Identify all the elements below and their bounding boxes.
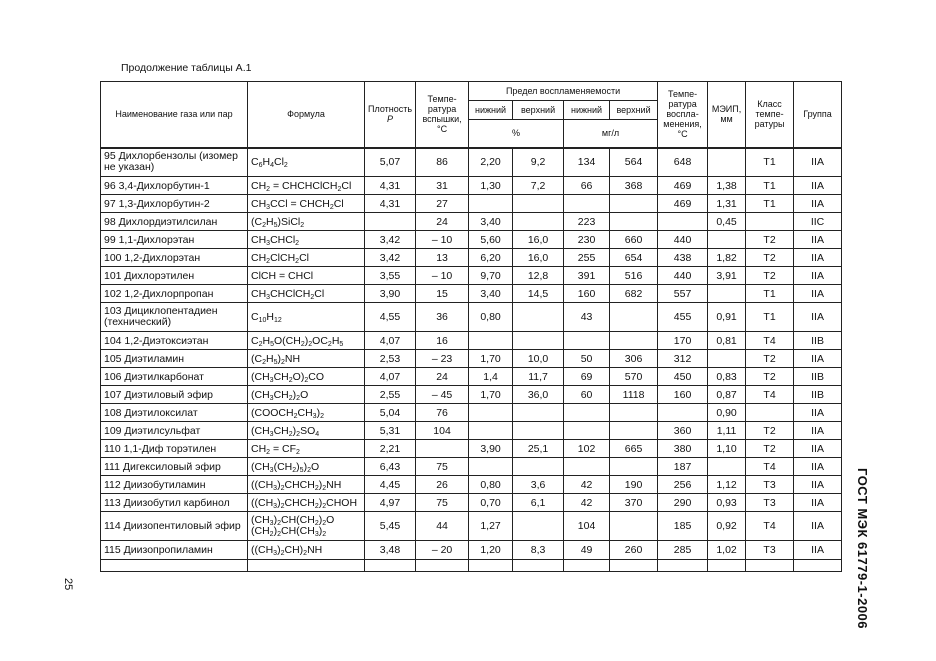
cell-density: 4,97 bbox=[365, 494, 416, 512]
cell-lpct bbox=[469, 422, 513, 440]
cell-umg: 368 bbox=[610, 177, 658, 195]
cell-lpct bbox=[469, 332, 513, 350]
cell-group: IIA bbox=[794, 249, 842, 267]
cell-umg: 370 bbox=[610, 494, 658, 512]
cell-upct: 25,1 bbox=[513, 440, 564, 458]
cell-mesg: 0,83 bbox=[708, 368, 746, 386]
cell-tclass bbox=[746, 213, 794, 231]
cell-flash: 104 bbox=[416, 422, 469, 440]
cell-group: IIA bbox=[794, 350, 842, 368]
table-row bbox=[101, 249, 842, 267]
header-lower-mg: нижний bbox=[564, 101, 610, 120]
cell-upct: 36,0 bbox=[513, 386, 564, 404]
cell-lmg: 66 bbox=[564, 177, 610, 195]
cell-flash: – 10 bbox=[416, 267, 469, 285]
cell-umg: 516 bbox=[610, 267, 658, 285]
cell-tclass: T2 bbox=[746, 368, 794, 386]
cell-formula: $((CH_3)_2CH)_2NH$ bbox=[248, 541, 365, 560]
cell-formula: $(C_2H_5)SiCl_2$ bbox=[248, 213, 365, 231]
cell-density: 3,48 bbox=[365, 541, 416, 560]
cell-ign: 290 bbox=[658, 494, 708, 512]
cell-flash: 75 bbox=[416, 494, 469, 512]
table-row bbox=[101, 213, 842, 231]
cell-umg: 682 bbox=[610, 285, 658, 303]
cell-group: IIB bbox=[794, 332, 842, 350]
cell-mesg: 1,82 bbox=[708, 249, 746, 267]
cell-density bbox=[365, 213, 416, 231]
cell-upct: 16,0 bbox=[513, 231, 564, 249]
cell-upct: 12,8 bbox=[513, 267, 564, 285]
cell-flash: 27 bbox=[416, 195, 469, 213]
cell-upct: 9,2 bbox=[513, 148, 564, 177]
cell-group: IIA bbox=[794, 303, 842, 332]
cell-tclass: T2 bbox=[746, 267, 794, 285]
cell-umg: 564 bbox=[610, 148, 658, 177]
cell-lmg: 60 bbox=[564, 386, 610, 404]
table-row bbox=[101, 368, 842, 386]
cell-tclass: T2 bbox=[746, 422, 794, 440]
cell-flash: 44 bbox=[416, 512, 469, 541]
cell-upct bbox=[513, 195, 564, 213]
cell-mesg: 0,91 bbox=[708, 303, 746, 332]
cell-lpct bbox=[469, 404, 513, 422]
cell-umg bbox=[610, 458, 658, 476]
cell-tclass: T2 bbox=[746, 440, 794, 458]
cell-lmg: 230 bbox=[564, 231, 610, 249]
cell-mesg: 0,93 bbox=[708, 494, 746, 512]
cell-group: IIC bbox=[794, 213, 842, 231]
cell-flash: 15 bbox=[416, 285, 469, 303]
cell-density: 4,31 bbox=[365, 177, 416, 195]
cell-density: 5,04 bbox=[365, 404, 416, 422]
cell-lpct: 3,40 bbox=[469, 213, 513, 231]
cell-density: 3,42 bbox=[365, 231, 416, 249]
cell-lmg: 49 bbox=[564, 541, 610, 560]
cell-formula: $CH_2ClCH_2Cl$ bbox=[248, 249, 365, 267]
cell-tclass: T3 bbox=[746, 541, 794, 560]
cell-name: 109 Диэтилсульфат bbox=[101, 422, 248, 440]
cell-formula: $(C_2H_5)_2NH$ bbox=[248, 350, 365, 368]
cell-group: IIA bbox=[794, 231, 842, 249]
cell-group: IIA bbox=[794, 285, 842, 303]
cell-formula: $(CH_3CH_2)_2SO_4$ bbox=[248, 422, 365, 440]
cell-umg bbox=[610, 332, 658, 350]
cell-formula: $C_2H_5O(CH_2)_2OC_2H_5$ bbox=[248, 332, 365, 350]
header-lower-pct: нижний bbox=[469, 101, 513, 120]
cell-mesg bbox=[708, 231, 746, 249]
cell-umg: 306 bbox=[610, 350, 658, 368]
cell-density: 3,42 bbox=[365, 249, 416, 267]
cell-flash: – 23 bbox=[416, 350, 469, 368]
cell-mesg: 1,11 bbox=[708, 422, 746, 440]
cell-umg: 665 bbox=[610, 440, 658, 458]
cell-tclass: T3 bbox=[746, 494, 794, 512]
cell-ign: 455 bbox=[658, 303, 708, 332]
cell-upct: 10,0 bbox=[513, 350, 564, 368]
cell-density: 4,55 bbox=[365, 303, 416, 332]
cell-density: 6,43 bbox=[365, 458, 416, 476]
cell-group: IIA bbox=[794, 494, 842, 512]
cell-formula: $((CH_3)_2CHCH_2)_2NH$ bbox=[248, 476, 365, 494]
cell-lpct bbox=[469, 458, 513, 476]
cell-name: 97 1,3-Дихлорбутин-2 bbox=[101, 195, 248, 213]
table-row bbox=[101, 267, 842, 285]
cell-upct bbox=[513, 512, 564, 541]
cell-ign: 256 bbox=[658, 476, 708, 494]
cell-lpct: 3,40 bbox=[469, 285, 513, 303]
cell-density: 2,21 bbox=[365, 440, 416, 458]
cell-ign: 160 bbox=[658, 386, 708, 404]
cell-flash: – 45 bbox=[416, 386, 469, 404]
cell-umg bbox=[610, 195, 658, 213]
cell-density: 4,31 bbox=[365, 195, 416, 213]
cell-name: 102 1,2-Дихлорпропан bbox=[101, 285, 248, 303]
cell-mesg bbox=[708, 285, 746, 303]
cell-mesg: 0,45 bbox=[708, 213, 746, 231]
header-formula: Формула bbox=[248, 82, 365, 148]
cell-lmg bbox=[564, 332, 610, 350]
cell-upct bbox=[513, 303, 564, 332]
header-temp-class: Класс темпе-ратуры bbox=[746, 82, 794, 148]
cell-tclass: T2 bbox=[746, 350, 794, 368]
cell-lpct: 3,90 bbox=[469, 440, 513, 458]
cell-upct bbox=[513, 422, 564, 440]
cell-umg bbox=[610, 213, 658, 231]
cell-formula: $(CH_3)_2CH(CH_2)_2O$ $(CH_2)_2CH(CH_3)_2$ bbox=[248, 512, 365, 541]
cell-lmg: 255 bbox=[564, 249, 610, 267]
cell-formula: $(COOCH_2CH_3)_2$ bbox=[248, 404, 365, 422]
cell-umg bbox=[610, 422, 658, 440]
cell-lmg bbox=[564, 422, 610, 440]
cell-umg: 190 bbox=[610, 476, 658, 494]
cell-mesg: 0,87 bbox=[708, 386, 746, 404]
cell-lpct: 6,20 bbox=[469, 249, 513, 267]
table-row bbox=[101, 231, 842, 249]
cell-name: 101 Дихлорэтилен bbox=[101, 267, 248, 285]
table-row bbox=[101, 422, 842, 440]
cell-lpct: 0,70 bbox=[469, 494, 513, 512]
cell-upct: 14,5 bbox=[513, 285, 564, 303]
cell-lpct: 1,70 bbox=[469, 350, 513, 368]
cell-upct: 6,1 bbox=[513, 494, 564, 512]
cell-density: 5,31 bbox=[365, 422, 416, 440]
cell-name: 95 Дихлорбензолы (изомер не указан) bbox=[101, 148, 248, 177]
cell-lmg: 104 bbox=[564, 512, 610, 541]
cell-lmg bbox=[564, 458, 610, 476]
cell-formula: $C_6H_4Cl_2$ bbox=[248, 148, 365, 177]
cell-ign: 360 bbox=[658, 422, 708, 440]
cell-ign: 170 bbox=[658, 332, 708, 350]
cell-upct: 16,0 bbox=[513, 249, 564, 267]
cell-lmg: 160 bbox=[564, 285, 610, 303]
cell-formula: $(CH_3CH_2)_2O$ bbox=[248, 386, 365, 404]
cell-flash: 76 bbox=[416, 404, 469, 422]
cell-flash: 36 bbox=[416, 303, 469, 332]
cell-lpct: 1,30 bbox=[469, 177, 513, 195]
cell-name: 104 1,2-Диэтоксиэтан bbox=[101, 332, 248, 350]
cell-lpct bbox=[469, 195, 513, 213]
cell-lpct: 5,60 bbox=[469, 231, 513, 249]
cell-mesg: 1,12 bbox=[708, 476, 746, 494]
cell-upct bbox=[513, 332, 564, 350]
cell-tclass: T2 bbox=[746, 231, 794, 249]
cell-ign: 440 bbox=[658, 267, 708, 285]
cell-density: 2,55 bbox=[365, 386, 416, 404]
cell-lmg: 42 bbox=[564, 494, 610, 512]
header-flash-temp: Темпе-ратура вспышки, °С bbox=[416, 82, 469, 148]
cell-mesg: 1,31 bbox=[708, 195, 746, 213]
cell-mesg: 0,92 bbox=[708, 512, 746, 541]
cell-tclass: T4 bbox=[746, 386, 794, 404]
cell-tclass: T1 bbox=[746, 303, 794, 332]
cell-density: 3,90 bbox=[365, 285, 416, 303]
header-mgl: мг/л bbox=[564, 120, 658, 148]
cell-formula: $((CH_3)_2CHCH_2)_2CHOH$ bbox=[248, 494, 365, 512]
cell-tclass: T1 bbox=[746, 148, 794, 177]
cell-group: IIB bbox=[794, 368, 842, 386]
cell-density: 3,55 bbox=[365, 267, 416, 285]
cell-mesg bbox=[708, 148, 746, 177]
cell-group: IIB bbox=[794, 386, 842, 404]
cell-umg: 654 bbox=[610, 249, 658, 267]
page-number: 25 bbox=[62, 578, 74, 591]
cell-lmg: 391 bbox=[564, 267, 610, 285]
cell-umg: 1118 bbox=[610, 386, 658, 404]
cell-formula: $(CH_3CH_2O)_2CO$ bbox=[248, 368, 365, 386]
cell-tclass: T4 bbox=[746, 512, 794, 541]
table-row bbox=[101, 476, 842, 494]
cell-name: 112 Диизобутиламин bbox=[101, 476, 248, 494]
cell-group: IIA bbox=[794, 458, 842, 476]
cell-name: 114 Диизопентиловый эфир bbox=[101, 512, 248, 541]
table-row bbox=[101, 177, 842, 195]
cell-density: 2,53 bbox=[365, 350, 416, 368]
cell-group: IIA bbox=[794, 267, 842, 285]
cell-umg: 660 bbox=[610, 231, 658, 249]
empty-trailing-row bbox=[101, 560, 842, 572]
table-row bbox=[101, 458, 842, 476]
table-row bbox=[101, 541, 842, 560]
cell-tclass: T3 bbox=[746, 476, 794, 494]
cell-tclass: T4 bbox=[746, 332, 794, 350]
cell-upct bbox=[513, 458, 564, 476]
cell-lmg bbox=[564, 195, 610, 213]
cell-umg: 570 bbox=[610, 368, 658, 386]
cell-umg bbox=[610, 512, 658, 541]
cell-flash: 24 bbox=[416, 213, 469, 231]
cell-group: IIA bbox=[794, 512, 842, 541]
header-name: Наименование газа или пар bbox=[101, 82, 248, 148]
table-row bbox=[101, 303, 842, 332]
cell-umg bbox=[610, 404, 658, 422]
cell-name: 105 Диэтиламин bbox=[101, 350, 248, 368]
cell-mesg bbox=[708, 350, 746, 368]
cell-lpct: 1,70 bbox=[469, 386, 513, 404]
cell-ign bbox=[658, 213, 708, 231]
cell-flash: 31 bbox=[416, 177, 469, 195]
cell-upct: 3,6 bbox=[513, 476, 564, 494]
cell-lmg: 102 bbox=[564, 440, 610, 458]
cell-lpct: 1,4 bbox=[469, 368, 513, 386]
cell-umg bbox=[610, 303, 658, 332]
cell-ign: 648 bbox=[658, 148, 708, 177]
cell-mesg: 1,38 bbox=[708, 177, 746, 195]
cell-name: 106 Диэтилкарбонат bbox=[101, 368, 248, 386]
header-upper-pct: верхний bbox=[513, 101, 564, 120]
cell-group: IIA bbox=[794, 404, 842, 422]
cell-ign: 469 bbox=[658, 177, 708, 195]
cell-group: IIA bbox=[794, 476, 842, 494]
cell-name: 113 Диизобутил карбинол bbox=[101, 494, 248, 512]
cell-ign: 187 bbox=[658, 458, 708, 476]
table-row bbox=[101, 494, 842, 512]
cell-group: IIA bbox=[794, 440, 842, 458]
cell-lmg: 69 bbox=[564, 368, 610, 386]
cell-tclass: T1 bbox=[746, 177, 794, 195]
cell-lpct: 1,20 bbox=[469, 541, 513, 560]
cell-group: IIA bbox=[794, 541, 842, 560]
cell-formula: $(CH_3(CH_2)_5)_2O$ bbox=[248, 458, 365, 476]
cell-name: 115 Диизопропиламин bbox=[101, 541, 248, 560]
cell-group: IIA bbox=[794, 177, 842, 195]
cell-lpct: 9,70 bbox=[469, 267, 513, 285]
cell-mesg bbox=[708, 458, 746, 476]
cell-name: 99 1,1-Дихлорэтан bbox=[101, 231, 248, 249]
table-row bbox=[101, 195, 842, 213]
cell-ign: 440 bbox=[658, 231, 708, 249]
cell-group: IIA bbox=[794, 195, 842, 213]
header-ignition-temp: Темпе-ратура воспла-менения, °С bbox=[658, 82, 708, 148]
cell-name: 107 Диэтиловый эфир bbox=[101, 386, 248, 404]
cell-upct bbox=[513, 213, 564, 231]
header-flammability-limit: Предел воспламеняемости bbox=[469, 82, 658, 101]
cell-name: 110 1,1-Диф торэтилен bbox=[101, 440, 248, 458]
cell-tclass: T1 bbox=[746, 195, 794, 213]
cell-tclass: T2 bbox=[746, 249, 794, 267]
cell-density: 4,07 bbox=[365, 368, 416, 386]
cell-lpct: 2,20 bbox=[469, 148, 513, 177]
cell-ign bbox=[658, 404, 708, 422]
cell-upct bbox=[513, 404, 564, 422]
cell-density: 5,07 bbox=[365, 148, 416, 177]
cell-upct: 11,7 bbox=[513, 368, 564, 386]
header-percent: % bbox=[469, 120, 564, 148]
cell-name: 108 Диэтилоксилат bbox=[101, 404, 248, 422]
cell-flash: 24 bbox=[416, 368, 469, 386]
cell-formula: $CH_2$ = CHCHClCH$_2$Cl bbox=[248, 177, 365, 195]
cell-name: 111 Дигексиловый эфир bbox=[101, 458, 248, 476]
table-caption: Продолжение таблицы А.1 bbox=[121, 62, 252, 74]
cell-formula: $C_{10}H_{12}$ bbox=[248, 303, 365, 332]
cell-flash: 26 bbox=[416, 476, 469, 494]
cell-lmg: 134 bbox=[564, 148, 610, 177]
cell-flash: 13 bbox=[416, 249, 469, 267]
cell-name: 98 Дихлордиэтилсилан bbox=[101, 213, 248, 231]
cell-group: IIA bbox=[794, 422, 842, 440]
cell-tclass: T1 bbox=[746, 285, 794, 303]
cell-tclass: T4 bbox=[746, 458, 794, 476]
cell-tclass bbox=[746, 404, 794, 422]
cell-flash: 86 bbox=[416, 148, 469, 177]
cell-flash: 75 bbox=[416, 458, 469, 476]
table-row bbox=[101, 404, 842, 422]
cell-formula: $CH_3CHClCH_2Cl$ bbox=[248, 285, 365, 303]
cell-group: IIA bbox=[794, 148, 842, 177]
cell-lpct: 0,80 bbox=[469, 476, 513, 494]
cell-mesg: 3,91 bbox=[708, 267, 746, 285]
cell-ign: 450 bbox=[658, 368, 708, 386]
cell-name: 96 3,4-Дихлорбутин-1 bbox=[101, 177, 248, 195]
cell-ign: 557 bbox=[658, 285, 708, 303]
cell-lpct: 0,80 bbox=[469, 303, 513, 332]
table-row bbox=[101, 285, 842, 303]
cell-mesg: 0,90 bbox=[708, 404, 746, 422]
cell-umg: 260 bbox=[610, 541, 658, 560]
cell-flash: – 20 bbox=[416, 541, 469, 560]
table-row bbox=[101, 148, 842, 177]
cell-ign: 380 bbox=[658, 440, 708, 458]
cell-ign: 285 bbox=[658, 541, 708, 560]
cell-lmg: 50 bbox=[564, 350, 610, 368]
cell-lmg: 223 bbox=[564, 213, 610, 231]
standard-designation: ГОСТ МЭК 61779-1-2006 bbox=[855, 468, 870, 630]
table-row bbox=[101, 386, 842, 404]
cell-mesg: 1,02 bbox=[708, 541, 746, 560]
cell-upct: 7,2 bbox=[513, 177, 564, 195]
cell-flash bbox=[416, 440, 469, 458]
cell-ign: 312 bbox=[658, 350, 708, 368]
cell-mesg: 1,10 bbox=[708, 440, 746, 458]
cell-lmg: 42 bbox=[564, 476, 610, 494]
header-upper-mg: верхний bbox=[610, 101, 658, 120]
gas-properties-table bbox=[100, 81, 842, 572]
table-row bbox=[101, 440, 842, 458]
cell-formula: $CH_3CHCl_2$ bbox=[248, 231, 365, 249]
cell-mesg: 0,81 bbox=[708, 332, 746, 350]
cell-name: 103 Дициклопентадиен (технический) bbox=[101, 303, 248, 332]
cell-flash: – 10 bbox=[416, 231, 469, 249]
cell-lmg: 43 bbox=[564, 303, 610, 332]
table-row bbox=[101, 512, 842, 541]
header-group: Группа bbox=[794, 82, 842, 148]
cell-formula: $CH_3CCl$ = $CHCH_2Cl$ bbox=[248, 195, 365, 213]
cell-name: 100 1,2-Дихлорэтан bbox=[101, 249, 248, 267]
cell-ign: 438 bbox=[658, 249, 708, 267]
header-mesg: МЭИП, мм bbox=[708, 82, 746, 148]
cell-ign: 185 bbox=[658, 512, 708, 541]
cell-upct: 8,3 bbox=[513, 541, 564, 560]
cell-density: 4,07 bbox=[365, 332, 416, 350]
cell-density: 4,45 bbox=[365, 476, 416, 494]
header-density: Плотность P bbox=[365, 82, 416, 148]
cell-formula: ClCH = CHCl bbox=[248, 267, 365, 285]
table-row bbox=[101, 350, 842, 368]
cell-ign: 469 bbox=[658, 195, 708, 213]
cell-flash: 16 bbox=[416, 332, 469, 350]
table-row bbox=[101, 332, 842, 350]
cell-lpct: 1,27 bbox=[469, 512, 513, 541]
cell-density: 5,45 bbox=[365, 512, 416, 541]
cell-lmg bbox=[564, 404, 610, 422]
cell-formula: $CH_2 = CF_2$ bbox=[248, 440, 365, 458]
